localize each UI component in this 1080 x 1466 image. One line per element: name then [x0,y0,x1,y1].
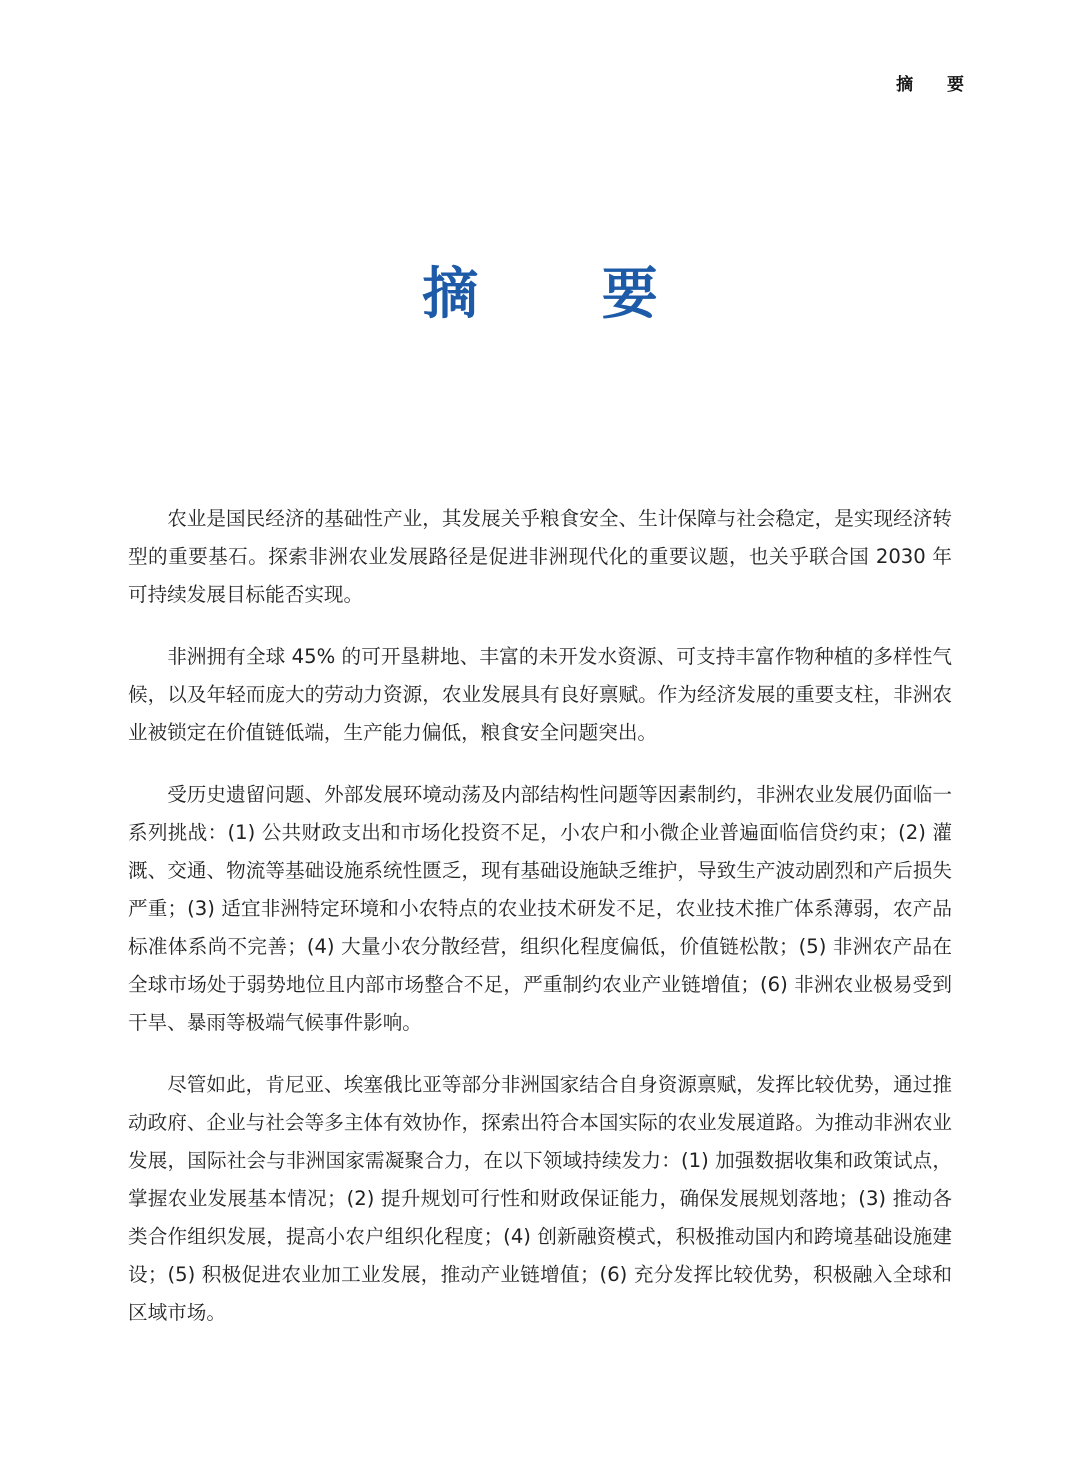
abstract-body [128,500,952,1356]
running-header: 摘 要 [896,75,978,95]
paragraph-2: 非洲拥有全球 45% 的可开垦耕地、丰富的未开发水资源、可支持丰富作物种植的多样性气候，以及年轻而庞大的劳动力资源，农业发展具有良好禀赋。作为经济发展的重要支柱，非洲农业被锁定在价值链低端，生产能力偏低，粮食安全问题突出。 [128,645,952,744]
paragraph-4: 尽管如此，肯尼亚、埃塞俄比亚等部分非洲国家结合自身资源禀赋，发挥比较优势，通过推动政府、企业与社会等多主体有效协作，探索出符合本国实际的农业发展道路。为推动非洲农业发展，国际社会与非洲国家需凝聚合力，在以下领域持续发力：(1) 加强数据收集和政策试点，掌握农业发展基本情况；(2) 提升规划可行性和财政保证能力，确保发展规划落地；(3) 推动各类合作组织发展，提高小农户组织化程度；(4) 创新融资模式，积极推动国内和跨境基础设施建设；(5) 积极促进农业加工业发展，推动产业链增值；(6) 充分发挥比较优势，积极融入全球和区域市场。 [128,1073,952,1324]
paragraph-3: 受历史遗留问题、外部发展环境动荡及内部结构性问题等因素制约，非洲农业发展仍面临一系列挑战：(1) 公共财政支出和市场化投资不足，小农户和小微企业普遍面临信贷约束；(2) 灌溉、交通、物流等基础设施系统性匮乏，现有基础设施缺乏维护，导致生产波动剧烈和产后损失严重；(3) 适宜非洲特定环境和小农特点的农业技术研发不足，农业技术推广体系薄弱，农产品标准体系尚不完善；(4) 大量小农分散经营，组织化程度偏低，价值链松散；(5) 非洲农产品在全球市场处于弱势地位且内部市场整合不足，严重制约农业产业链增值；(6) 非洲农业极易受到干旱、暴雨等极端气候事件影响。 [128,783,952,1034]
paragraph-1: 农业是国民经济的基础性产业，其发展关乎粮食安全、生计保障与社会稳定，是实现经济转型的重要基石。探索非洲农业发展路径是促进非洲现代化的重要议题，也关乎联合国 2030 年可持续发展目标能否实现。 [128,507,952,606]
page-title: 摘 要 [422,262,710,327]
